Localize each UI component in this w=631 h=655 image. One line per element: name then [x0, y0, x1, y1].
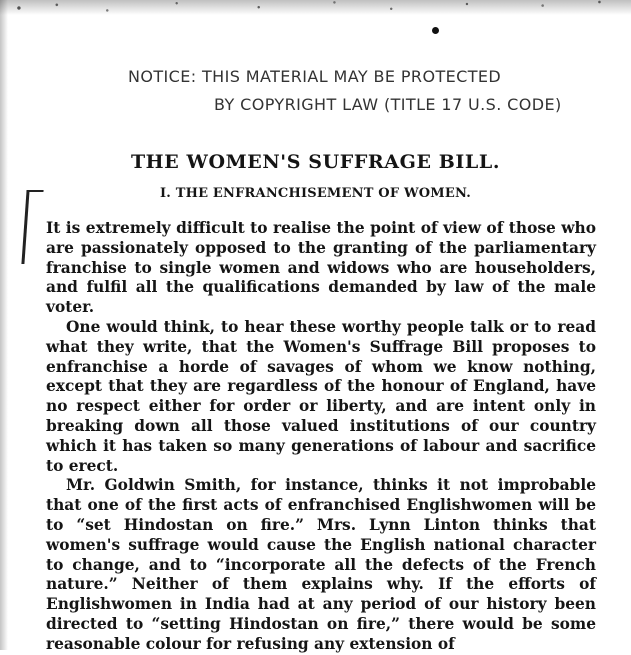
- paragraph-3: Mr. Goldwin Smith, for instance, thinks it not improbable that one of the first acts of enfranchised Englishwomen will be to “set Hindostan on fire.” Mrs. Lynn Linton thinks that women's suffrage would cause the English national character to change, and to “incorporate all the defects of the French nature.” Neither of them explains why. If the efforts of Englishwomen in India had at any period of our history been directed to “setting Hindostan on fire,” there would be some reasonable colour for refusing any extension of: [46, 476, 596, 653]
- article-title: THE WOMEN'S SUFFRAGE BILL.: [130, 151, 501, 173]
- copyright-notice-line-1: NOTICE: THIS MATERIAL MAY BE PROTECTED: [128, 67, 502, 86]
- margin-bracket-mark: [21, 190, 43, 264]
- scan-speckle: [0, 0, 631, 40]
- scan-dot: [432, 27, 439, 34]
- article-body: [46, 219, 596, 655]
- paragraph-2: One would think, to hear these worthy people talk or to read what they write, that the Women's Suffrage Bill proposes to enfranchise a horde of savages of whom we know nothing, except that they are regardless of the honour of England, have no respect either for order or liberty, and are intent only in breaking down all those valued institutions of our country which it has taken so many generations of labour and sacrifice to erect.: [46, 317, 596, 475]
- copyright-notice-line-2: BY COPYRIGHT LAW (TITLE 17 U.S. CODE): [214, 95, 562, 114]
- scan-left-edge: [0, 0, 8, 650]
- paragraph-1: It is extremely difficult to realise the point of view of those who are passionately opposed to the granting of the parliamentary franchise to single women and widows who are householders, and fulfil all the qualifications demanded by law of the male voter.: [46, 219, 596, 317]
- section-heading: I. THE ENFRANCHISEMENT OF WOMEN.: [160, 186, 471, 201]
